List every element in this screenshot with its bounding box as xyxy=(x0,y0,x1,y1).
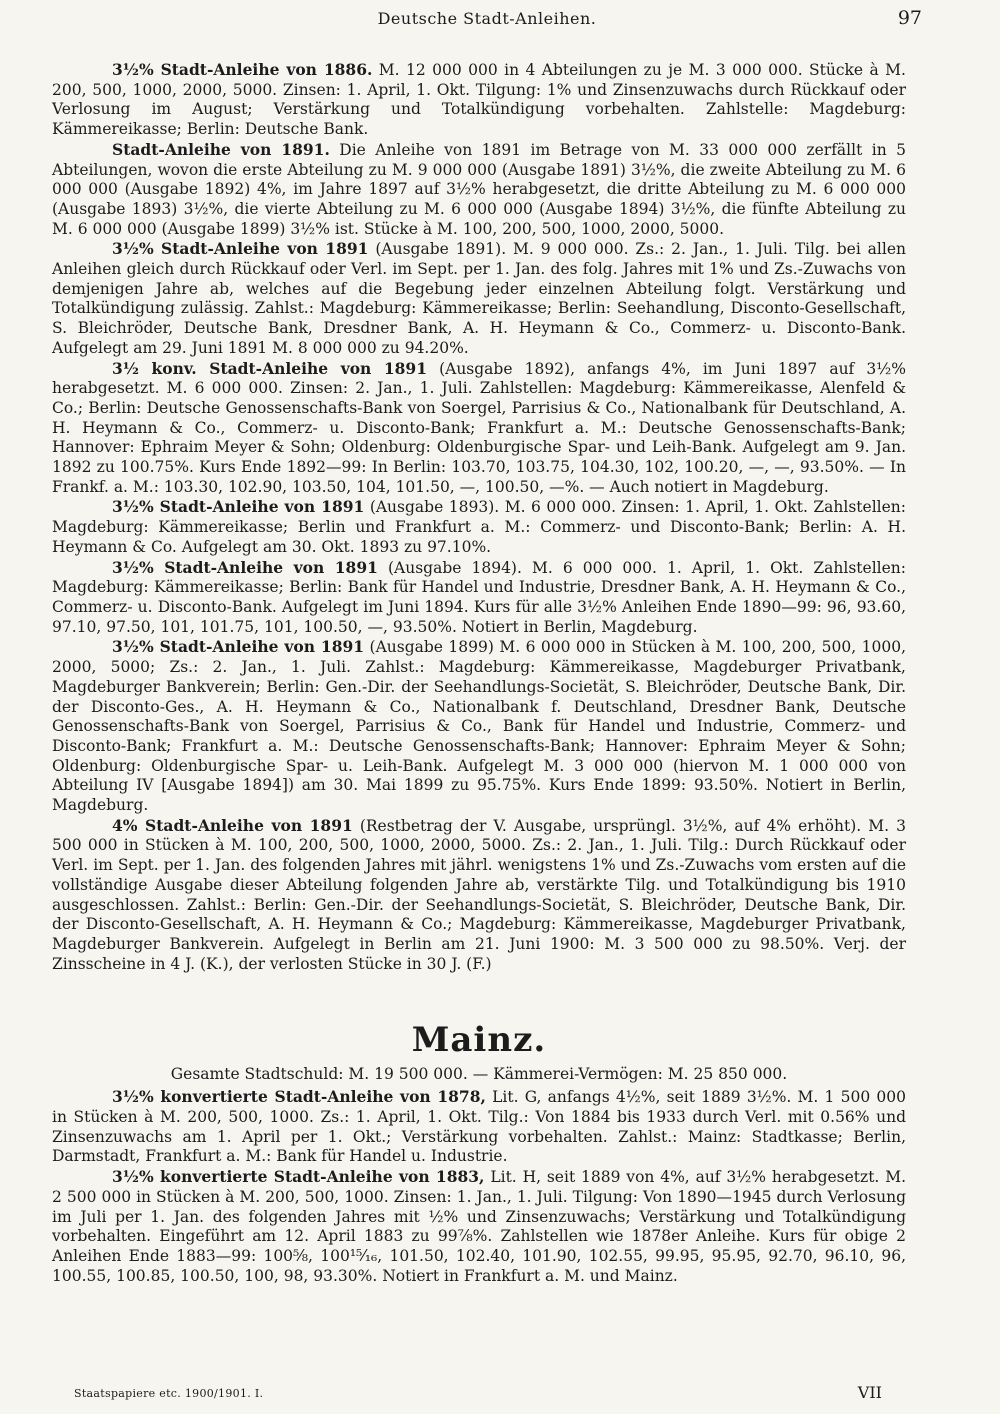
loan-heading: 3½% Stadt-Anleihe von 1891 xyxy=(112,557,378,577)
city-debt-summary: Gesamte Stadtschuld: M. 19 500 000. — Kämmerei-Vermögen: M. 25 850 000. xyxy=(170,1065,788,1084)
loan-text: (Ausgabe 1893). M. 6 000 000. Zinsen: 1. April, 1. Okt. Zahlstellen: Magdeburg: Kämmereikasse; Berlin und Frankfurt a. M.: Commerz- und Disconto-Bank; Berlin: A. H. Heymann & Co. Aufgelegt am 30. Okt. 1893 zu 97.10%. xyxy=(52,498,906,556)
loan-text: (Ausgabe 1899) M. 6 000 000 in Stücken à M. 100, 200, 500, 1000, 2000, 5000; Zs.: 2. Jan., 1. Juli. Zahlst.: Magdeburg: Kämmereikasse, Magdeburger Privatbank, Magdeburger Bankverein; Berlin: Gen.-Dir. der Seehandlungs-Societät, S. Bleichröder, Deutsche Bank, Dir. der Disconto-Ges., A. H. Heymann & Co., Nationalbank f. Deutschland, Dresdner Bank, Deutsche Genossenschafts-Bank von Soergel, Parrisius & Co., Bank für Handel und Industrie, Commerz- und Disconto-Bank; Frankfurt a. M.: Deutsche Genossenschafts-Bank; Hannover: Ephraim Meyer & Sohn; Oldenburg: Oldenburgische Spar- u. Leih-Bank. Aufgelegt M. 3 000 000 (hiervon M. 1 000 000 von Abteilung IV [Ausgabe 1894]) am 30. Mai 1899 zu 95.75%. Kurs Ende 1899: 93.50%. Notiert in Berlin, Magdeburg. xyxy=(52,638,907,815)
loan-entry xyxy=(52,359,906,498)
loan-entry xyxy=(52,1167,906,1286)
loan-heading: 3½% konvertierte Stadt-Anleihe von 1878, xyxy=(112,1087,486,1107)
loan-entry xyxy=(52,239,906,358)
loan-text: (Restbetrag der V. Ausgabe, ursprüngl. 3½%, auf 4% erhöht). M. 3 500 000 in Stücken à M. 100, 200, 500, 1000, 2000, 5000. Zs.: 2. Jan., 1. Juli. Tilg.: Durch Rückkauf oder Verl. im Sept. per 1. Jan. des folgenden Jahres mit jährl. wenigstens 1% und Zs.-Zuwachs vom ersten auf die vollständige Ausgabe dieser Abteilung folgenden Jahre ab, verstärkte Tilg. und Totalkündigung bis 1910 ausgeschlossen. Zahlst.: Berlin: Gen.-Dir. der Seehandlungs-Societät, S. Bleichröder, Deutsche Bank, Dir. der Disconto-Gesellschaft, A. H. Heymann & Co.; Magdeburg: Kämmereikasse, Magdeburger Privatbank, Magdeburger Bankverein. Aufgelegt in Berlin am 21. Juni 1900: M. 3 500 000 zu 98.50%. Verj. der Zinsscheine in 4 J. (K.), der verlosten Stücke in 30 J. (F.) xyxy=(52,816,906,973)
loan-heading: 4% Stadt-Anleihe von 1891 xyxy=(112,815,353,835)
loan-text: (Ausgabe 1891). M. 9 000 000. Zs.: 2. Jan., 1. Juli. Tilg. bei allen Anleihen gleich durch Rückkauf oder Verl. im Sept. per 1. Jan. des folg. Jahres mit 1% und Zs.-Zuwachs von demjenigen Jahre ab, welches auf die Begebung jeder einzelnen Abteilung folgt. Verstärkung und Totalkündigung zulässig. Zahlst.: Magdeburg: Kämmereikasse; Berlin: Seehandlung, Disconto-Gesellschaft, S. Bleichröder, Deutsche Bank, Dresdner Bank, A. H. Heymann & Co., Commerz- u. Disconto-Bank. Aufgelegt am 29. Juni 1891 M. 8 000 000 zu 94.20%. xyxy=(52,240,906,357)
page-body xyxy=(52,60,906,1286)
loan-entry xyxy=(52,140,906,240)
loan-entry xyxy=(52,558,906,638)
loan-heading: 3½% Stadt-Anleihe von 1891 xyxy=(112,497,365,517)
loan-text: (Ausgabe 1894). M. 6 000 000. 1. April, 1. Okt. Zahlstellen: Magdeburg: Kämmereikasse; Berlin: Bank für Handel und Industrie, Dresdner Bank, A. H. Heymann & Co., Commerz- u. Disconto-Bank. Aufgelegt im Juni 1894. Kurs für alle 3½% Anleihen Ende 1890—99: 96, 93.60, 97.10, 97.50, 101, 101.75, 101, 100.50, —, 93.50%. Notiert in Berlin, Magdeburg. xyxy=(52,558,907,636)
loan-text: Lit. G, anfangs 4½%, seit 1889 3½%. M. 1 500 000 in Stücken à M. 200, 500, 1000. Zs.: 1. April, 1. Okt. Tilg.: Von 1884 bis 1933 durch Verl. mit 0.56% und Zinsenzuwachs am 1. April per 1. Okt.; Verstärkung vorbehalten. Zahlst.: Mainz: Stadtkasse; Berlin, Darmstadt, Frankfurt a. M.: Bank für Handel u. Industrie. xyxy=(52,1088,906,1166)
sheet-signature: VII xyxy=(857,1383,882,1402)
loan-heading: 3½% Stadt-Anleihe von 1886. xyxy=(112,60,373,79)
page-number: 97 xyxy=(897,7,922,29)
loan-entry xyxy=(52,497,906,557)
loan-entry xyxy=(52,816,906,975)
section-title-mainz: Mainz. xyxy=(411,1020,547,1061)
page-footer xyxy=(74,1383,882,1403)
loan-heading: 3½% konvertierte Stadt-Anleihe von 1883, xyxy=(112,1167,485,1187)
loan-entry xyxy=(52,637,906,815)
loan-heading: 3½% Stadt-Anleihe von 1891 xyxy=(112,637,365,657)
loan-text: (Ausgabe 1892), anfangs 4%, im Juni 1897 auf 3½% herabgesetzt. M. 6 000 000. Zinsen: 2. Jan., 1. Juli. Zahlstellen: Magdeburg: Kämmereikasse, Alenfeld & Co.; Berlin: Deutsche Genossenschafts-Bank von Soergel, Parrisius & Co., Nationalbank für Deutschland, A. H. Heymann & Co., Commerz- u. Disconto-Bank; Frankfurt a. M.: Deutsche Genossenschafts-Bank; Hannover: Ephraim Meyer & Sohn; Oldenburg: Oldenburgische Spar- und Leih-Bank. Aufgelegt am 9. Jan. 1892 zu 100.75%. Kurs Ende 1892—99: In Berlin: 103.70, 103.75, 104.30, 102, 100.20, —, —, 93.50%. — In Frankf. a. M.: 103.30, 102.90, 103.50, 104, 101.50, —, 100.50, —%. — Auch notiert in Magdeburg. xyxy=(52,359,906,496)
loan-heading: 3½% Stadt-Anleihe von 1891 xyxy=(112,239,369,259)
footer-source: Staatspapiere etc. 1900/1901. I. xyxy=(74,1387,264,1400)
loan-heading: 3½ konv. Stadt-Anleihe von 1891 xyxy=(112,358,427,378)
loan-text: M. 12 000 000 in 4 Abteilungen zu je M. 3 000 000. Stücke à M. 200, 500, 1000, 2000, 5000. Zinsen: 1. April, 1. Okt. Tilgung: 1% und Zinsenzuwachs durch Rückkauf oder Verlosung im August; Verstärkung und Totalkündigung vorbehalten. Zahlstelle: Magdeburg: Kämmereikasse; Berlin: Deutsche Bank. xyxy=(52,61,906,139)
loan-heading: Stadt-Anleihe von 1891. xyxy=(112,139,330,159)
running-title: Deutsche Stadt-Anleihen. xyxy=(377,9,597,28)
loan-entry xyxy=(52,60,906,140)
loan-text: Die Anleihe von 1891 im Betrage von M. 33 000 000 zerfällt in 5 Abteilungen, wovon die erste Abteilung zu M. 9 000 000 (Ausgabe 1891) 3½%, die zweite Abteilung zu M. 6 000 000 (Ausgabe 1892) 4%, im Jahre 1897 auf 3½% herabgesetzt, die dritte Abteilung zu M. 6 000 000 (Ausgabe 1893) 3½%, die vierte Abteilung zu M. 6 000 000 (Ausgabe 1894) 3½%, die fünfte Abteilung zu M. 6 000 000 (Ausgabe 1899) 3½% ist. Stücke à M. 100, 200, 500, 1000, 2000, 5000. xyxy=(52,140,906,238)
loan-text: Lit. H, seit 1889 von 4%, auf 3½% herabgesetzt. M. 2 500 000 in Stücken à M. 200, 500, 1000. Zinsen: 1. Jan., 1. Juli. Tilgung: Von 1890—1945 durch Verlosung im Juli per 1. Jan. des folgenden Jahres mit ½% und Zinsenzuwachs; Verstärkung und Totalkündigung vorbehalten. Eingeführt am 12. April 1883 zu 99⅞%. Zahlstellen wie 1878er Anleihe. Kurs für obige 2 Anleihen Ende 1883—99: 100⅝, 100¹⁵⁄₁₆, 101.50, 102.40, 101.90, 102.55, 99.95, 95.95, 92.70, 96.10, 96, 100.55, 100.85, 100.50, 100, 98, 93.30%. Notiert in Frankfurt a. M. und Mainz. xyxy=(52,1168,906,1285)
loan-entry xyxy=(52,1087,906,1167)
page-header xyxy=(52,6,922,32)
